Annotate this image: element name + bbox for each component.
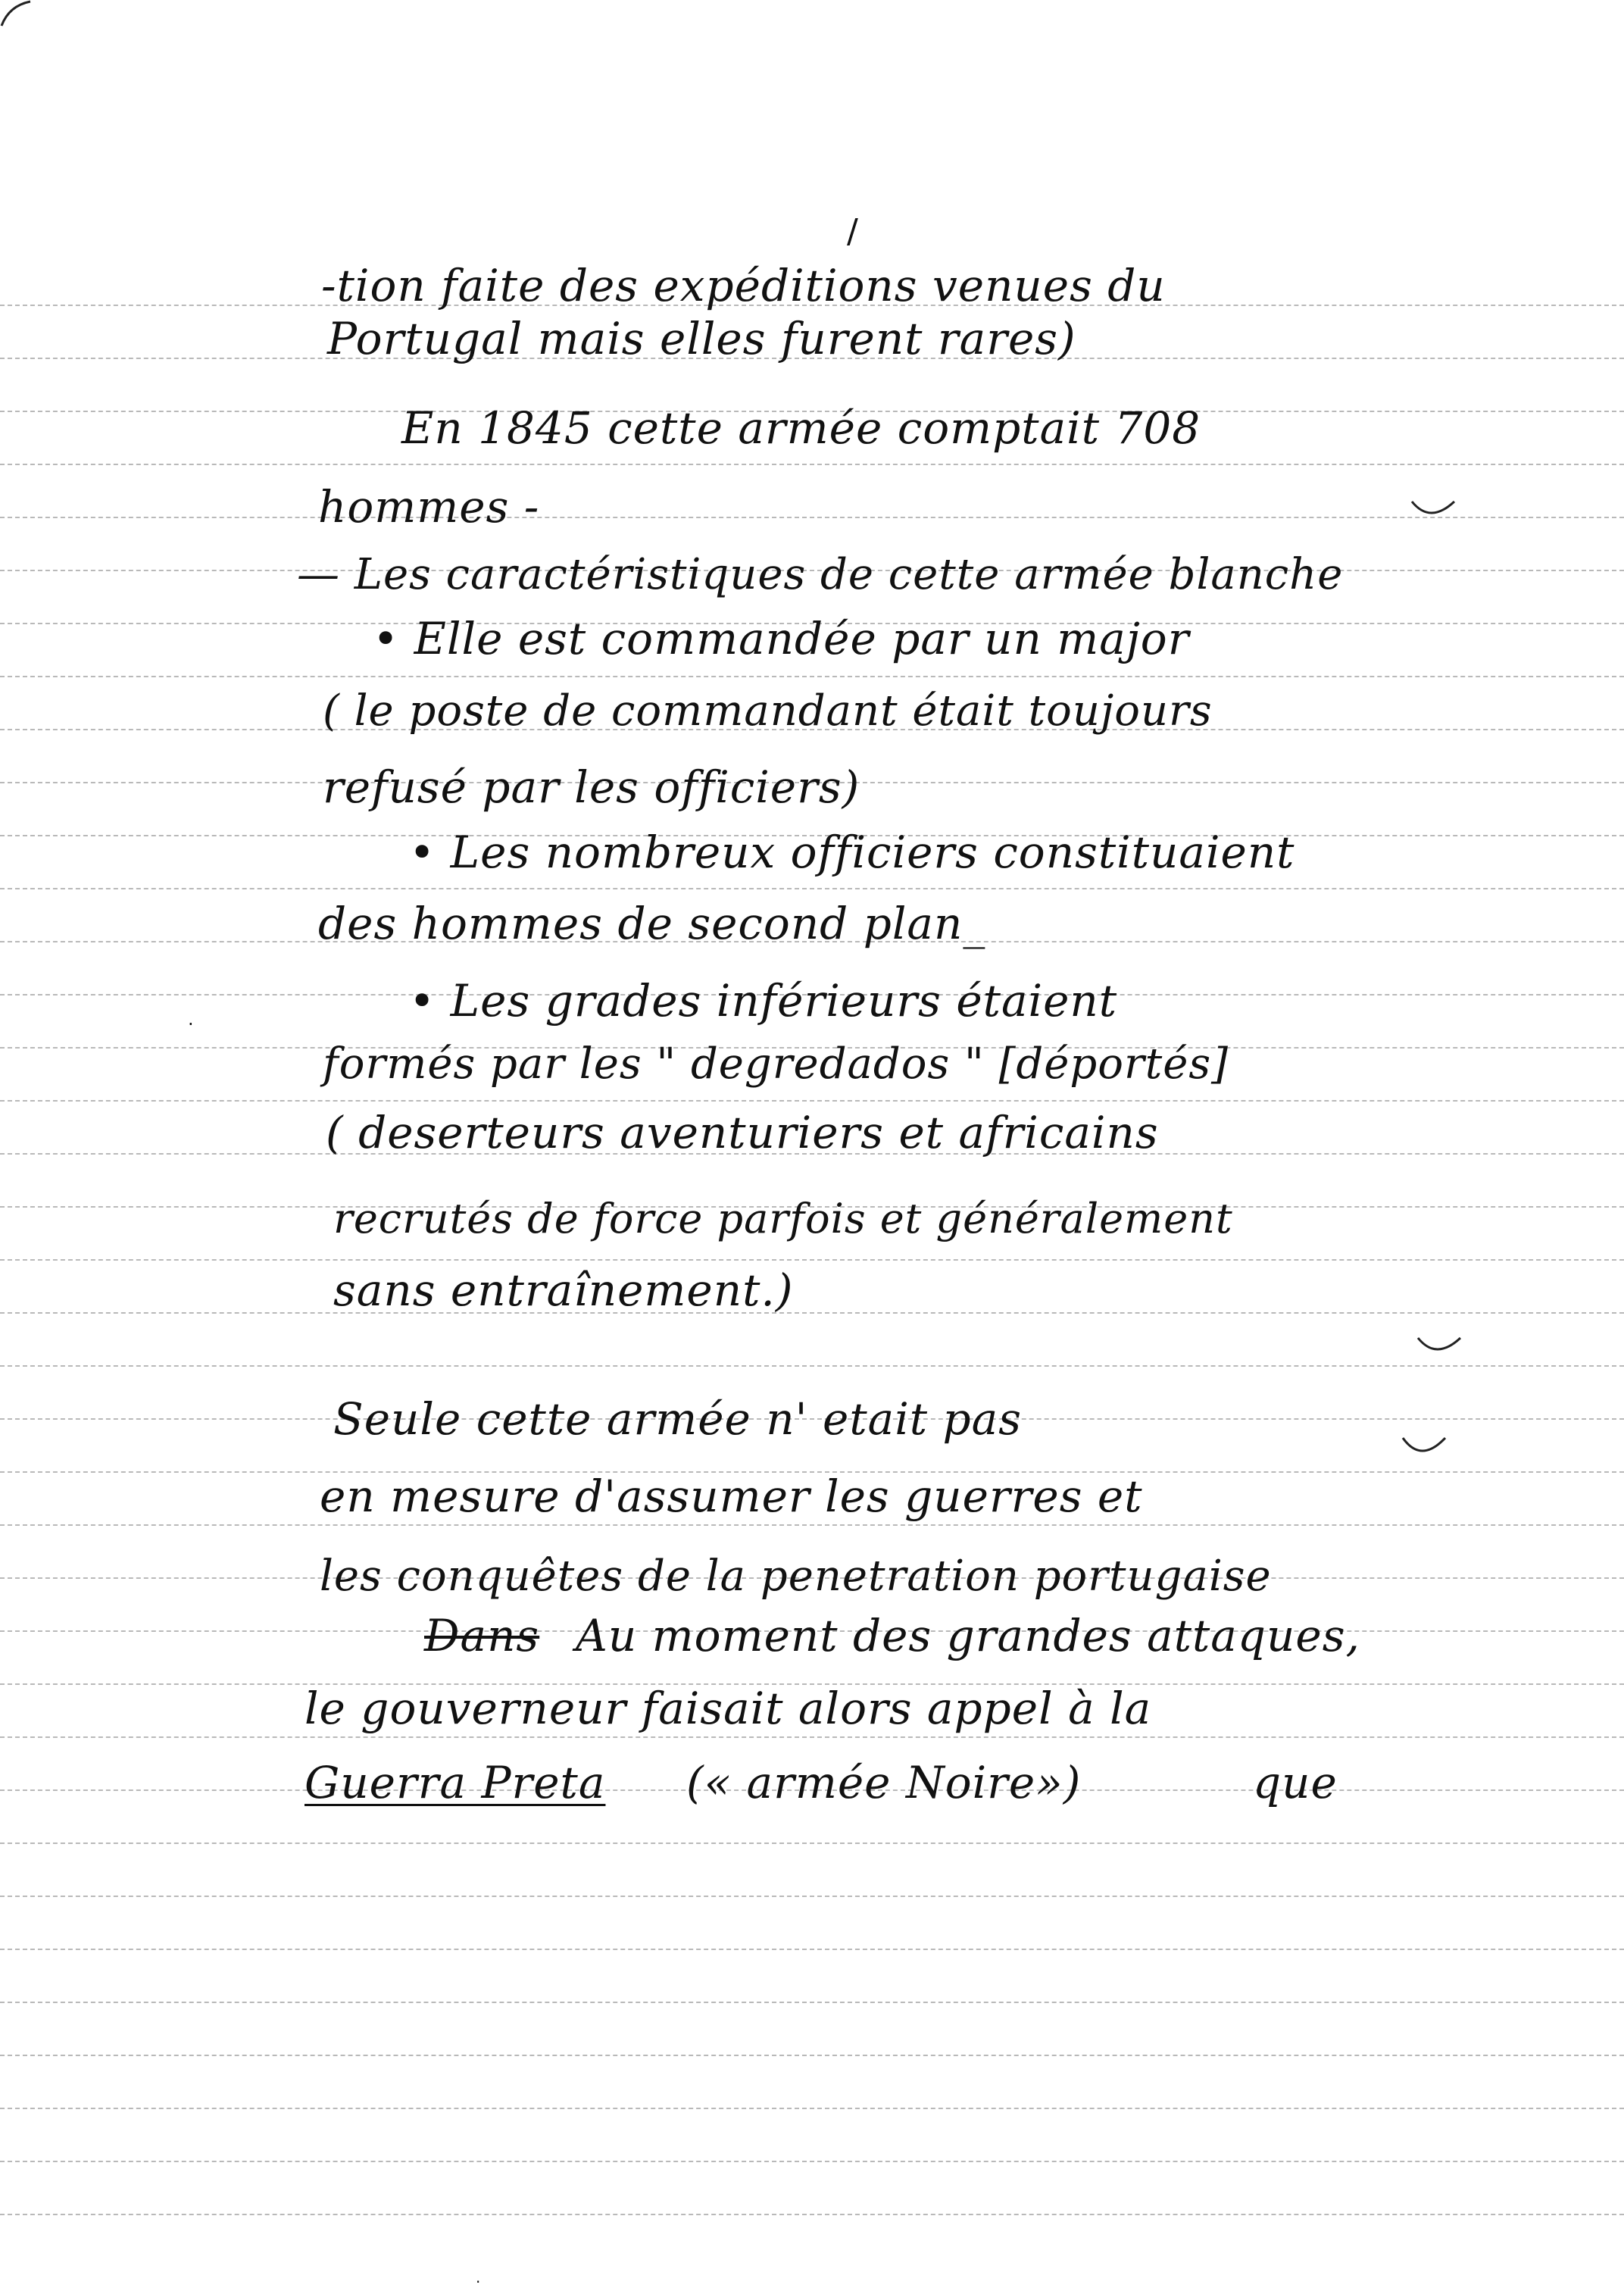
text-line: en mesure d'assumer les guerres et — [320, 1471, 1143, 1522]
ruled-line — [0, 1524, 1624, 1526]
ruled-line — [0, 1259, 1624, 1261]
ruled-line — [0, 517, 1624, 518]
margin-curve — [1400, 1432, 1453, 1470]
margin-curve — [1409, 497, 1462, 527]
text-line: Au moment des grandes attaques, — [576, 1610, 1360, 1661]
text-line: ( deserteurs aventuriers et africains — [326, 1107, 1159, 1158]
ruled-line — [0, 888, 1624, 889]
text-line: les conquêtes de la penetration portugaise — [320, 1552, 1272, 1601]
ruled-line — [0, 1312, 1624, 1314]
text-line: • Les nombreux officiers constituaient — [409, 827, 1295, 878]
text-line: • Les grades inférieurs étaient — [409, 975, 1118, 1027]
text-line: hommes - — [318, 481, 540, 533]
text-line: sans entraînement.) — [333, 1264, 794, 1316]
ruled-line — [0, 2002, 1624, 2003]
text-line: (« armée Noire») — [686, 1757, 1082, 1808]
text-line: le gouverneur faisait alors appel à la — [304, 1683, 1152, 1734]
ink-dot: · — [188, 1014, 194, 1035]
ruled-line — [0, 1736, 1624, 1738]
text-line: -tion faite des expéditions venues du — [321, 260, 1166, 311]
text-line: — Les caractéristiques de cette armée blanche — [297, 550, 1344, 599]
text-line: refusé par les officiers) — [323, 761, 860, 813]
text-line: recrutés de force parfois et généralement — [333, 1195, 1233, 1242]
underlined-term: Guerra Preta — [304, 1757, 606, 1808]
margin-curve — [1415, 1333, 1468, 1364]
ruled-line — [0, 2214, 1624, 2215]
ruled-line — [0, 1365, 1624, 1367]
ink-dot: · — [476, 2273, 481, 2291]
text-line: ( le poste de commandant était toujours — [323, 686, 1213, 736]
text-line: que — [1253, 1757, 1338, 1808]
ruled-line — [0, 1896, 1624, 1897]
text-line: • Elle est commandée par un major — [373, 613, 1190, 664]
text-line: Portugal mais elles furent rares) — [327, 313, 1076, 364]
text-line: des hommes de second plan_ — [318, 898, 986, 949]
ruled-line — [0, 2161, 1624, 2162]
ruled-line — [0, 2055, 1624, 2056]
text-line: En 1845 cette armée comptait 708 — [401, 402, 1201, 454]
ruled-line — [0, 676, 1624, 677]
text-line: formés par les " degredados " [déportés] — [323, 1039, 1229, 1089]
ruled-line — [0, 1842, 1624, 1844]
struck-word: Dans — [424, 1610, 540, 1661]
accent-mark: / — [847, 212, 858, 251]
ruled-line — [0, 2108, 1624, 2109]
corner-mark — [0, 0, 45, 45]
ruled-line — [0, 1100, 1624, 1102]
ruled-line — [0, 464, 1624, 465]
ruled-line — [0, 1949, 1624, 1950]
text-line: Seule cette armée n' etait pas — [333, 1393, 1023, 1445]
